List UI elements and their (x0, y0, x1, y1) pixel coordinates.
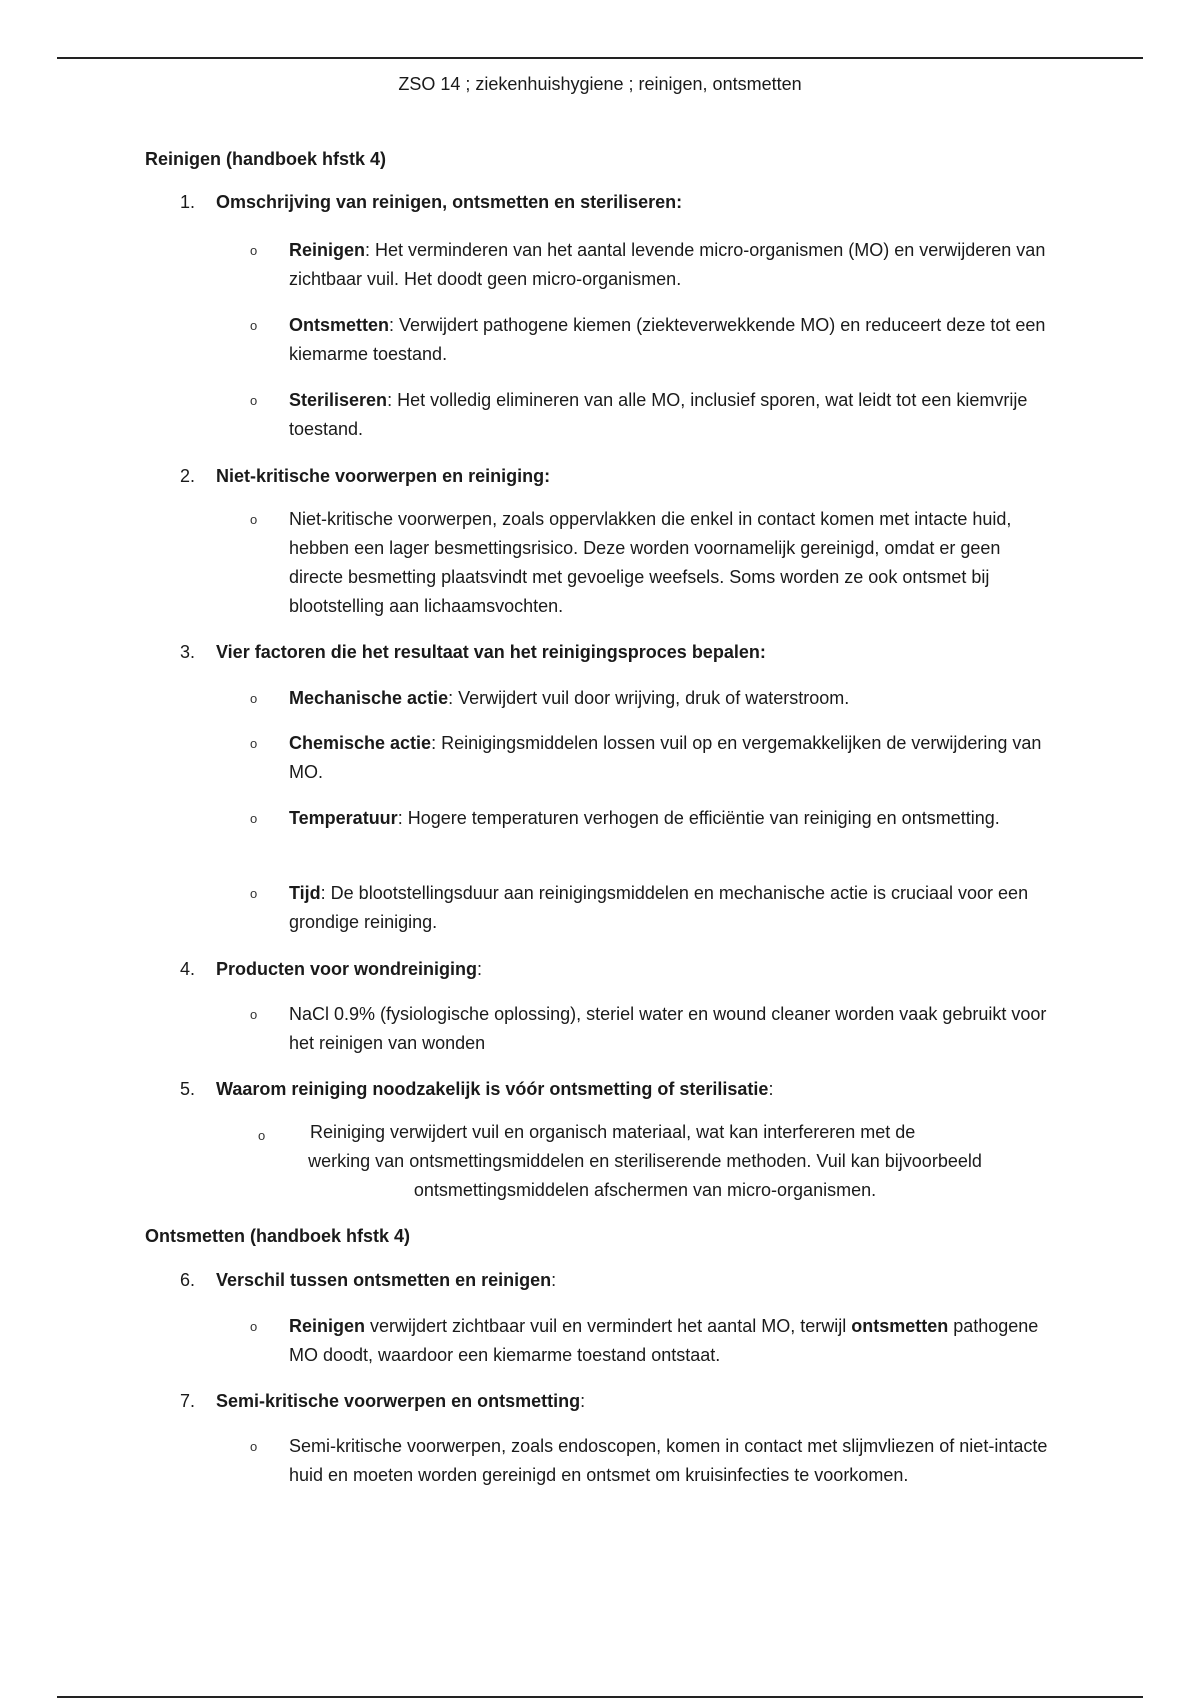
list-item (250, 1000, 1050, 1058)
term: Mechanische actie (289, 688, 449, 708)
definition: : Het volledig elimineren van alle MO, inclusief sporen, wat leidt tot een kiemvrije toestand. (289, 390, 1028, 439)
bullet-icon: o (258, 1128, 266, 1143)
bullet-icon: o (250, 243, 258, 258)
list-item (250, 1432, 1050, 1519)
term: Steriliseren (289, 390, 388, 410)
question-number: 3. (180, 642, 196, 662)
list-item (250, 804, 1050, 862)
title-suffix: : (580, 1391, 586, 1411)
bullet-icon: o (250, 886, 258, 901)
definition: : Het verminderen van het aantal levende micro-organismen (MO) en verwijderen van zichtbaar vuil. Het doodt geen micro-organismen. (289, 240, 1046, 289)
centered-line-2: werking van ontsmettingsmiddelen en steriliserende methoden. Vuil kan bijvoorbeeld (308, 1151, 982, 1171)
centered-line-3: ontsmettingsmiddelen afschermen van micro-organismen. (413, 1180, 877, 1200)
paragraph: Niet-kritische voorwerpen, zoals oppervlakken die enkel in contact komen met intacte huid, hebben een lager besmettingsrisico. Deze worden voornamelijk gereinigd, omdat er geen directe besmetting plaatsvindt met gevoelige weefsels. Soms worden ze ook ontsmet bij blootstelling aan lichaamsvochten. (289, 509, 1012, 616)
list-item (250, 729, 1050, 787)
question-number: 4. (180, 959, 196, 979)
document-title: ZSO 14 ; ziekenhuishygiene ; reinigen, ontsmetten (398, 74, 802, 94)
list-item (250, 505, 1050, 621)
definition: pathogene MO doodt, waardoor een kiemarme toestand ontstaat. (289, 1316, 1039, 1365)
list-item (250, 879, 1050, 937)
list-item (250, 1312, 1050, 1370)
bullet-icon: o (250, 811, 258, 826)
centered-line-1: Reiniging verwijdert vuil en organisch materiaal, wat kan interfereren met de (310, 1122, 916, 1142)
question-7 (180, 1387, 585, 1415)
bullet-icon: o (250, 1319, 258, 1334)
question-title: Verschil tussen ontsmetten en reinigen (216, 1270, 552, 1290)
question-number: 5. (180, 1079, 196, 1099)
question-title: Producten voor wondreiniging (216, 959, 477, 979)
question-2 (180, 462, 550, 490)
list-item (250, 684, 1050, 713)
question-number: 6. (180, 1270, 196, 1290)
section-heading-ontsmetten: Ontsmetten (handboek hfstk 4) (145, 1226, 411, 1246)
definition: verwijdert zichtbaar vuil en vermindert het aantal MO, terwijl (365, 1316, 852, 1336)
title-suffix: : (477, 959, 483, 979)
bullet-icon: o (250, 512, 258, 527)
question-number: 2. (180, 466, 196, 486)
term: Temperatuur (289, 808, 398, 828)
paragraph: NaCl 0.9% (fysiologische oplossing), steriel water en wound cleaner worden vaak gebruikt voor het reinigen van wonden (289, 1004, 1047, 1053)
bullet-icon: o (250, 1007, 258, 1022)
list-item (250, 236, 1050, 294)
bullet-icon: o (250, 691, 258, 706)
bullet-icon: o (250, 318, 258, 333)
question-title: Vier factoren die het resultaat van het reinigingsproces bepalen: (216, 642, 766, 662)
question-3 (180, 638, 766, 666)
term: Reinigen (289, 1316, 366, 1336)
bullet-icon: o (250, 1439, 258, 1454)
term: Reinigen (289, 240, 366, 260)
term: ontsmetten (851, 1316, 949, 1336)
question-5 (180, 1075, 773, 1103)
question-title: Semi-kritische voorwerpen en ontsmetting (216, 1391, 581, 1411)
term: Ontsmetten (289, 315, 390, 335)
definition: : Reinigingsmiddelen lossen vuil op en vergemakkelijken de verwijdering van MO. (289, 733, 1042, 782)
definition: : Hogere temperaturen verhogen de efficiëntie van reiniging en ontsmetting. (397, 808, 1000, 828)
paragraph: Semi-kritische voorwerpen, zoals endoscopen, komen in contact met slijmvliezen of niet-intacte huid en moeten worden gereinigd en ontsmet om kruisinfecties te voorkomen. (289, 1436, 1048, 1485)
definition: : De blootstellingsduur aan reinigingsmiddelen en mechanische actie is cruciaal voor een grondige reiniging. (289, 883, 1029, 932)
question-title: Omschrijving van reinigen, ontsmetten en steriliseren: (216, 192, 683, 212)
question-number: 1. (180, 192, 196, 212)
title-suffix: : (768, 1079, 774, 1099)
question-1 (180, 188, 682, 216)
term: Chemische actie (289, 733, 432, 753)
question-4 (180, 955, 482, 983)
list-item (250, 311, 1050, 369)
list-item-marker (258, 1121, 288, 1141)
bullet-icon: o (250, 736, 258, 751)
title-suffix: : (551, 1270, 557, 1290)
list-item (250, 386, 1050, 444)
section-heading-reinigen: Reinigen (handboek hfstk 4) (145, 149, 387, 169)
bullet-icon: o (250, 393, 258, 408)
question-title: Niet-kritische voorwerpen en reiniging: (216, 466, 551, 486)
question-title: Waarom reiniging noodzakelijk is vóór ontsmetting of sterilisatie (216, 1079, 769, 1099)
question-number: 7. (180, 1391, 196, 1411)
footer-rule (57, 1696, 1143, 1698)
question-6 (180, 1266, 556, 1294)
definition: : Verwijdert vuil door wrijving, druk of waterstroom. (448, 688, 850, 708)
definition: : Verwijdert pathogene kiemen (ziekteverwekkende MO) en reduceert deze tot een kiemarme toestand. (289, 315, 1046, 364)
term: Tijd (289, 883, 321, 903)
